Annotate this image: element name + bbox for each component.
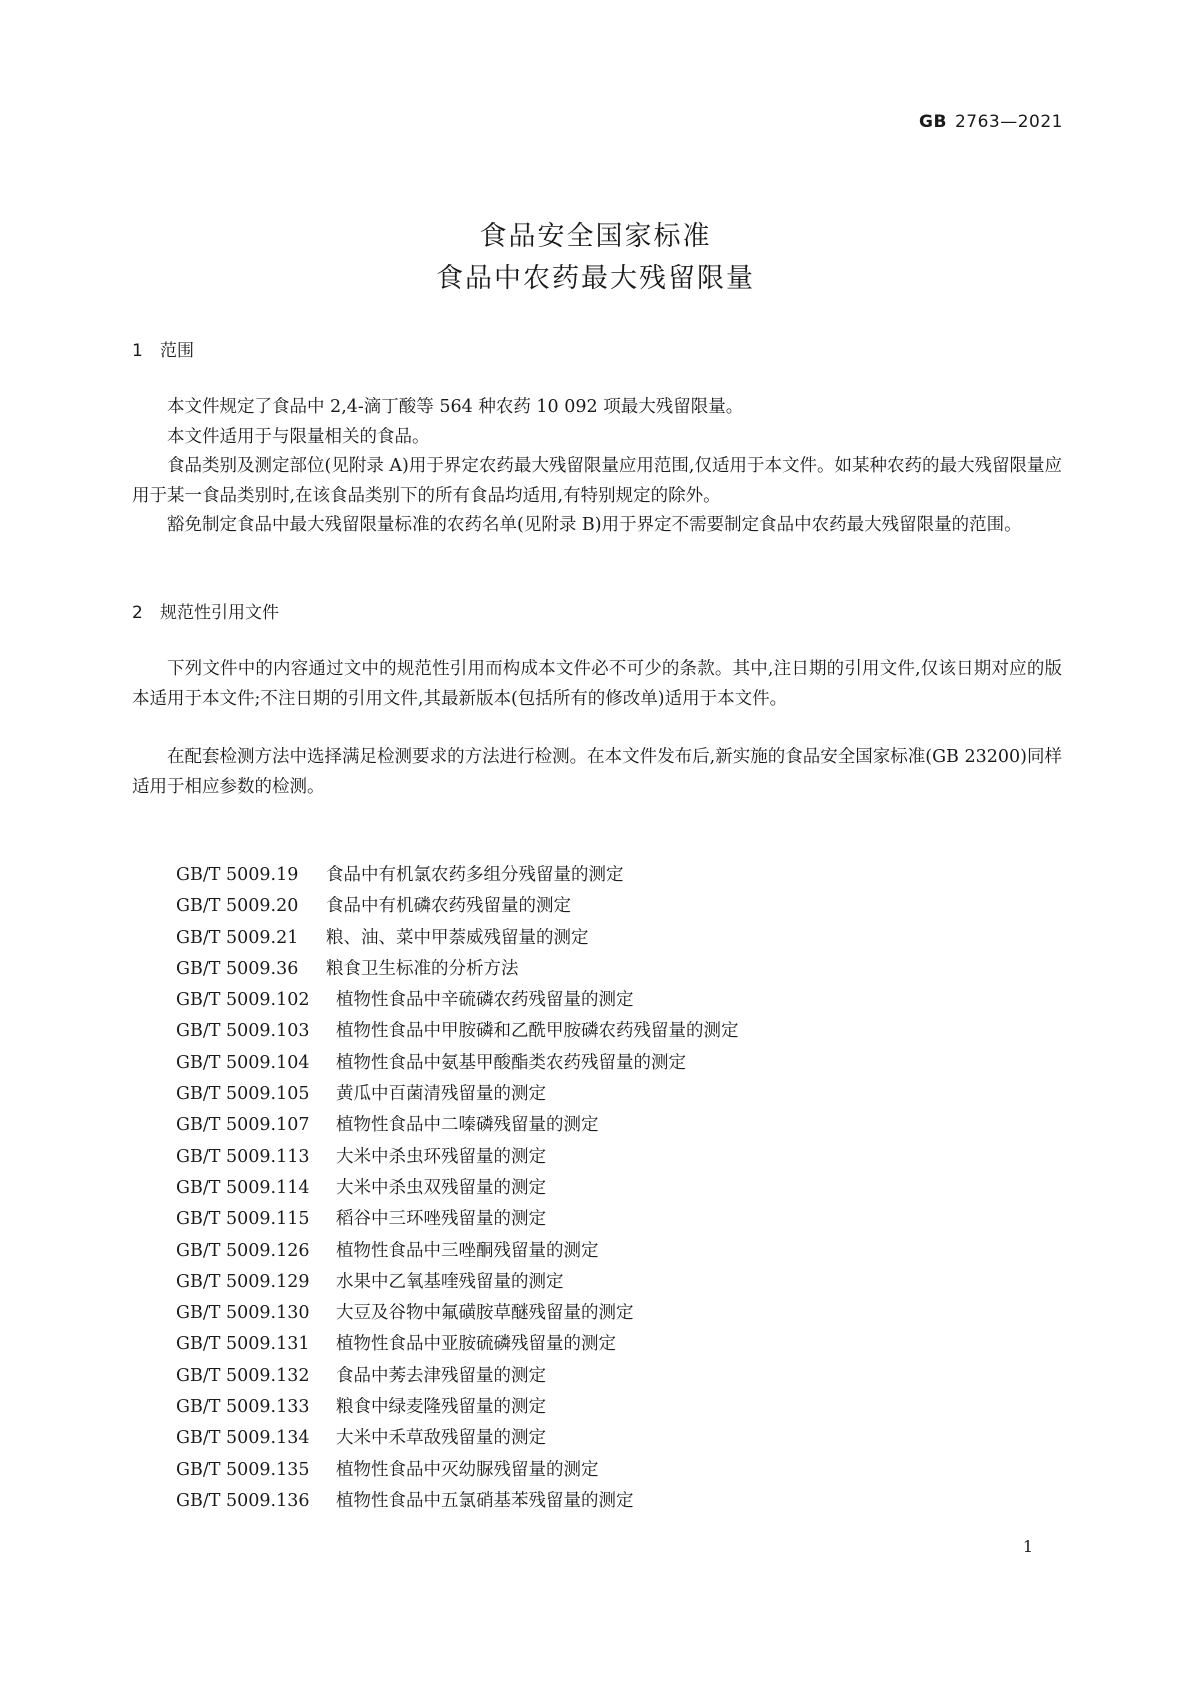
reference-code: GB/T 5009.113 [176, 1146, 310, 1167]
reference-item [176, 1329, 1036, 1360]
reference-title: 大米中杀虫环残留量的测定 [336, 1146, 546, 1167]
reference-code: GB/T 5009.134 [176, 1428, 310, 1449]
reference-code: GB/T 5009.104 [176, 1052, 310, 1073]
reference-item [176, 1079, 1036, 1110]
reference-item [176, 1455, 1036, 1486]
reference-code: GB/T 5009.102 [176, 990, 310, 1011]
reference-item [176, 1142, 1036, 1173]
reference-item [176, 1392, 1036, 1423]
reference-item [176, 1423, 1036, 1454]
reference-title: 粮、油、菜中甲萘威残留量的测定 [326, 927, 589, 948]
standard-code [919, 112, 1063, 132]
reference-item [176, 891, 1036, 922]
section-1-heading [132, 336, 194, 361]
reference-title: 大米中杀虫双残留量的测定 [336, 1177, 546, 1198]
reference-code: GB/T 5009.107 [176, 1115, 310, 1136]
reference-item [176, 1236, 1036, 1267]
section-1-paragraph: 本文件规定了食品中 2,4-滴丁酸等 564 种农药 10 092 项最大残留限量。 [167, 397, 744, 417]
reference-title: 食品中有机氯农药多组分残留量的测定 [326, 865, 624, 885]
reference-code: GB/T 5009.114 [176, 1177, 310, 1198]
reference-code: GB/T 5009.21 [176, 927, 299, 948]
section-2-paragraph: 在配套检测方法中选择满足检测要求的方法进行检测。在本文件发布后,新实施的食品安全国家标准(GB 23200)同样适用于相应参数的检测。 [132, 747, 1062, 797]
section-1-title: 范围 [160, 341, 194, 361]
reference-title: 植物性食品中灭幼脲残留量的测定 [336, 1459, 599, 1480]
reference-code: GB/T 5009.130 [176, 1303, 310, 1324]
reference-code: GB/T 5009.19 [176, 865, 299, 885]
reference-item [176, 1267, 1036, 1298]
standard-number: 2763—2021 [954, 112, 1063, 132]
reference-title: 植物性食品中氨基甲酸酯类农药残留量的测定 [336, 1052, 686, 1073]
page-number: 1 [1022, 1537, 1033, 1556]
reference-title: 粮食卫生标准的分析方法 [326, 958, 519, 979]
reference-code: GB/T 5009.105 [176, 1084, 310, 1105]
reference-code: GB/T 5009.36 [176, 958, 299, 979]
reference-code: GB/T 5009.136 [176, 1490, 310, 1511]
reference-item [176, 860, 1036, 891]
reference-code: GB/T 5009.132 [176, 1365, 310, 1386]
section-1-number: 1 [132, 341, 143, 361]
reference-item [176, 954, 1036, 985]
reference-code: GB/T 5009.129 [176, 1271, 310, 1292]
reference-title: 植物性食品中三唑酮残留量的测定 [336, 1240, 599, 1261]
reference-item [176, 923, 1036, 954]
normative-references-list [176, 860, 1036, 1517]
reference-title: 食品中有机磷农药残留量的测定 [326, 896, 571, 917]
reference-title: 植物性食品中辛硫磷农药残留量的测定 [336, 990, 634, 1011]
reference-item [176, 1016, 1036, 1047]
reference-item [176, 1298, 1036, 1329]
reference-code: GB/T 5009.135 [176, 1459, 310, 1480]
reference-code: GB/T 5009.20 [176, 896, 299, 917]
reference-code: GB/T 5009.115 [176, 1209, 310, 1230]
section-1-paragraph: 豁免制定食品中最大残留限量标准的农药名单(见附录 B)用于界定不需要制定食品中农药最大残留限量的范围。 [167, 515, 1022, 535]
section-2-paragraph: 下列文件中的内容通过文中的规范性引用而构成本文件必不可少的条款。其中,注日期的引用文件,仅该日期对应的版本适用于本文件;不注日期的引用文件,其最新版本(包括所有的修改单)适用于本文件。 [132, 659, 1062, 709]
reference-title: 植物性食品中二嗪磷残留量的测定 [336, 1115, 599, 1136]
reference-title: 粮食中绿麦隆残留量的测定 [336, 1397, 546, 1418]
reference-title: 大豆及谷物中氟磺胺草醚残留量的测定 [336, 1303, 634, 1324]
reference-title: 植物性食品中甲胺磷和乙酰甲胺磷农药残留量的测定 [336, 1021, 739, 1042]
section-1-paragraph: 本文件适用于与限量相关的食品。 [167, 427, 430, 447]
reference-title: 水果中乙氧基喹残留量的测定 [336, 1271, 564, 1292]
section-2-title: 规范性引用文件 [160, 603, 279, 623]
reference-code: GB/T 5009.131 [176, 1334, 310, 1355]
reference-item [176, 1361, 1036, 1392]
reference-item [176, 1204, 1036, 1235]
section-2-heading [132, 598, 279, 623]
reference-code: GB/T 5009.126 [176, 1240, 310, 1261]
document-title-line2: 食品中农药最大残留限量 [436, 263, 755, 294]
document-title-line1: 食品安全国家标准 [479, 221, 712, 252]
reference-title: 稻谷中三环唑残留量的测定 [336, 1209, 546, 1230]
reference-title: 植物性食品中五氯硝基苯残留量的测定 [336, 1490, 634, 1511]
reference-item [176, 1173, 1036, 1204]
section-1-paragraph: 食品类别及测定部位(见附录 A)用于界定农药最大残留限量应用范围,仅适用于本文件。如某种农药的最大残留限量应用于某一食品类别时,在该食品类别下的所有食品均适用,有特别规定的除外。 [132, 456, 1062, 506]
section-2-number: 2 [132, 603, 143, 623]
reference-title: 植物性食品中亚胺硫磷残留量的测定 [336, 1334, 616, 1355]
reference-code: GB/T 5009.133 [176, 1397, 310, 1418]
reference-code: GB/T 5009.103 [176, 1021, 310, 1042]
reference-item [176, 1486, 1036, 1517]
reference-item [176, 1048, 1036, 1079]
reference-item [176, 1110, 1036, 1141]
reference-title: 黄瓜中百菌清残留量的测定 [336, 1084, 546, 1105]
reference-item [176, 985, 1036, 1016]
reference-title: 大米中禾草敌残留量的测定 [336, 1428, 546, 1449]
standard-prefix: GB [919, 112, 947, 132]
reference-title: 食品中莠去津残留量的测定 [336, 1365, 546, 1386]
